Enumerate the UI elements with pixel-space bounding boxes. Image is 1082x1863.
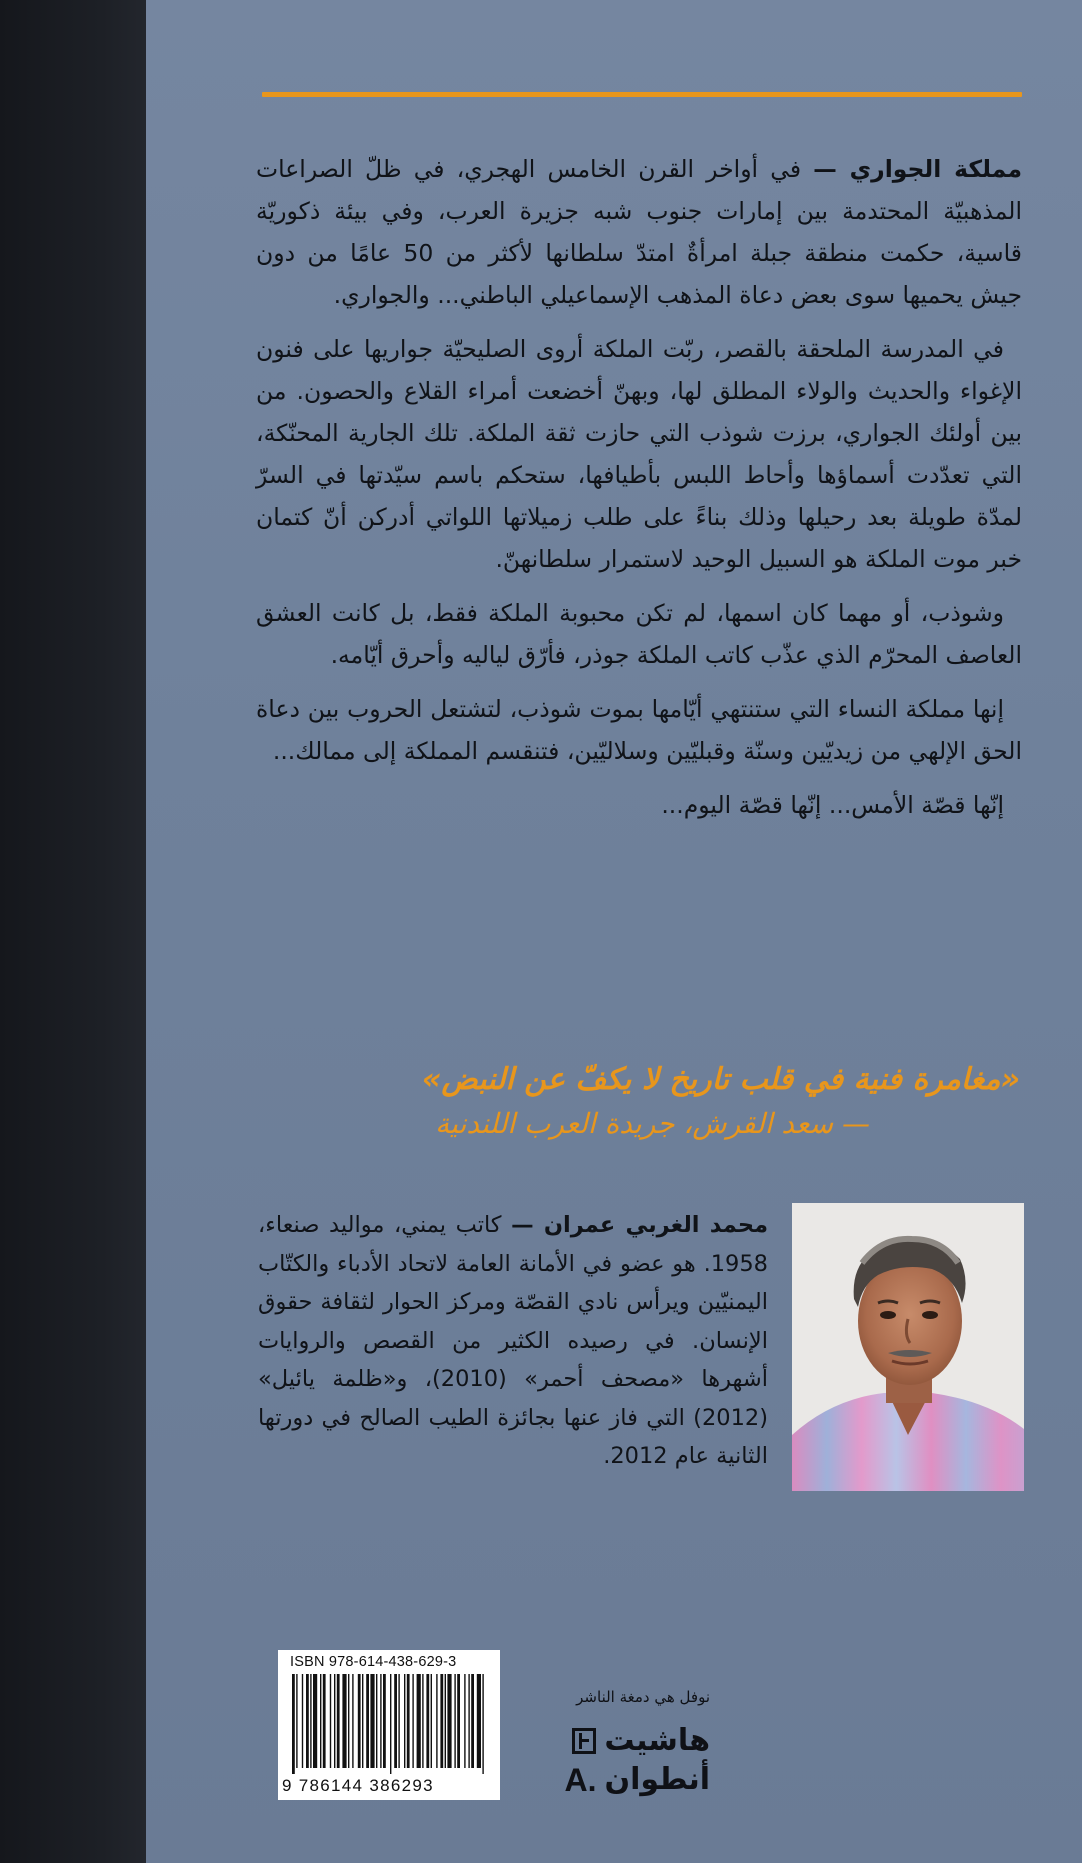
- synopsis-paragraph-3: وشوذب، أو مهما كان اسمها، لم تكن محبوبة الملكة فقط، بل كانت العشق العاصف المحرّم الذي عذّب كاتب الملكة جوذر، فأرّق لياليه وأحرق أيّامه.: [256, 599, 1022, 669]
- barcode-bar: [398, 1674, 399, 1768]
- barcode-bar: [330, 1674, 331, 1768]
- barcode-bar: [306, 1674, 309, 1768]
- publisher-name-1: هاشيت: [604, 1723, 710, 1758]
- author-name: محمد الغربي عمران —: [511, 1212, 768, 1238]
- barcode-bar: [468, 1674, 469, 1768]
- publisher-hachette: [520, 1722, 710, 1760]
- publisher-antoine: [520, 1760, 710, 1800]
- barcode-bar: [407, 1674, 410, 1768]
- barcode-bar: [380, 1674, 381, 1768]
- author-portrait-image: [792, 1203, 1024, 1491]
- barcode-bar: [383, 1674, 386, 1768]
- barcode-bar: [417, 1674, 421, 1768]
- barcode-bar: [390, 1674, 391, 1774]
- barcode-bar: [358, 1674, 361, 1768]
- barcode-bar: [320, 1674, 321, 1768]
- isbn-label: ISBN 978-614-438-629-3: [290, 1654, 457, 1670]
- barcode-bar: [313, 1674, 317, 1768]
- barcode-bar: [454, 1674, 455, 1768]
- barcode-bar: [394, 1674, 397, 1768]
- barcode-bar: [366, 1674, 369, 1768]
- book-spine: [0, 0, 146, 1863]
- barcode-bars: [290, 1674, 488, 1774]
- publisher-note: نوفل هي دمغة الناشر: [576, 1688, 710, 1706]
- barcode-bar: [342, 1674, 346, 1768]
- barcode-bar: [348, 1674, 349, 1768]
- barcode-digits: 9 786144 386293: [282, 1776, 434, 1795]
- barcode-bar: [440, 1674, 443, 1768]
- review-quote: [300, 1058, 1020, 1146]
- barcode-bar: [471, 1674, 474, 1768]
- barcode-bar: [464, 1674, 465, 1768]
- synopsis-paragraph-5: إنّها قصّة الأمس... إنّها قصّة اليوم...: [661, 791, 1004, 819]
- barcode-bar: [323, 1674, 326, 1768]
- author-bio: محمد الغربي عمران — كاتب يمني، مواليد صنعاء، 1958. هو عضو في الأمانة العامة لاتحاد الأدباء والكتّاب اليمنيّين ويرأس نادي القصّة ومركز الحوار لثقافة حقوق الإنسان. في رصيده الكثير من القصص والروايات أشهرها «مصحف أحمر» (2010)، و«ظلمة يائيل» (2012) التي فاز عنها بجائزة الطيب الصالح في دورتها الثانية عام 2012.: [258, 1212, 768, 1469]
- barcode-bar: [431, 1674, 432, 1768]
- barcode-bar: [447, 1674, 451, 1768]
- synopsis-paragraph-1: مملكة الجواري — في أواخر القرن الخامس الهجري، في ظلّ الصراعات المذهبيّة المحتدمة بين إمارات جنوب شبه جزيرة العرب، وفي بيئة ذكوريّة قاسية، حكمت منطقة جبلة امرأةٌ امتدّ سلطانها لأكثر من 50 عامًا من دون جيش يحميها سوى بعض دعاة المذهب الإسماعيلي الباطني... والجواري.: [256, 155, 1023, 309]
- barcode-bar: [477, 1674, 481, 1768]
- synopsis-paragraph-2: في المدرسة الملحقة بالقصر، ربّت الملكة أروى الصليحيّة جواريها على فنون الإغواء والحديث والولاء المطلق لها، وبهنّ أخضعت أمراء القلاع والحصون. من بين أولئك الجواري، برزت شوذب التي حازت ثقة الملكة. تلك الجارية المحنّكة، التي تعدّدت أسماؤها وأحاط اللبس بأطيافها، ستحكم باسم سيّدتها في السرّ لمدّة طويلة بعد رحيلها وذلك بناءً على طلب زميلاتها اللواتي أدركن أنّ كتمان خبر موت الملكة هو السبيل الوحيد لاستمرار سلطانهنّ.: [256, 335, 1022, 573]
- barcode-bar: [352, 1674, 353, 1768]
- quote-text: «مغامرة فنية في قلب تاريخ لا يكفّ عن النبض»: [421, 1062, 1020, 1097]
- publisher-name-2: أنطوان: [604, 1762, 710, 1797]
- barcode-bar: [404, 1674, 405, 1768]
- synopsis-paragraph-4: إنها مملكة النساء التي ستنتهي أيّامها بموت شوذب، لتشتعل الحروب بين دعاة الحق الإلهي من زيديّين وسنّة وقبليّين وسلاليّين، فتنقسم المملكة إلى ممالك...: [256, 695, 1022, 765]
- barcode-bar: [457, 1674, 460, 1768]
- book-title: مملكة الجواري —: [813, 155, 1022, 183]
- hachette-logo-icon: [572, 1728, 596, 1754]
- barcode-bar: [422, 1674, 423, 1768]
- isbn-barcode: [278, 1650, 500, 1800]
- barcode-bar: [302, 1674, 303, 1768]
- antoine-logo-icon: A.: [564, 1762, 597, 1798]
- top-accent-rule: [262, 92, 1022, 97]
- barcode-bar: [370, 1674, 374, 1768]
- barcode-bar: [482, 1674, 483, 1774]
- barcode-bar: [296, 1674, 297, 1768]
- barcode-bar: [362, 1674, 363, 1768]
- barcode-bar: [426, 1674, 429, 1768]
- barcode-bar: [334, 1674, 335, 1768]
- synopsis: [256, 148, 1022, 838]
- barcode-bar: [412, 1674, 413, 1768]
- author-photo: [792, 1203, 1024, 1491]
- publisher-block: [520, 1686, 710, 1800]
- barcode-bar: [376, 1674, 377, 1768]
- barcode-bar: [292, 1674, 295, 1774]
- barcode-bar: [310, 1674, 311, 1768]
- quote-attribution: — سعد القرش، جريدة العرب اللندنية: [435, 1107, 870, 1140]
- barcode-bar: [337, 1674, 340, 1768]
- barcode-bar: [445, 1674, 446, 1768]
- barcode-bar: [436, 1674, 437, 1768]
